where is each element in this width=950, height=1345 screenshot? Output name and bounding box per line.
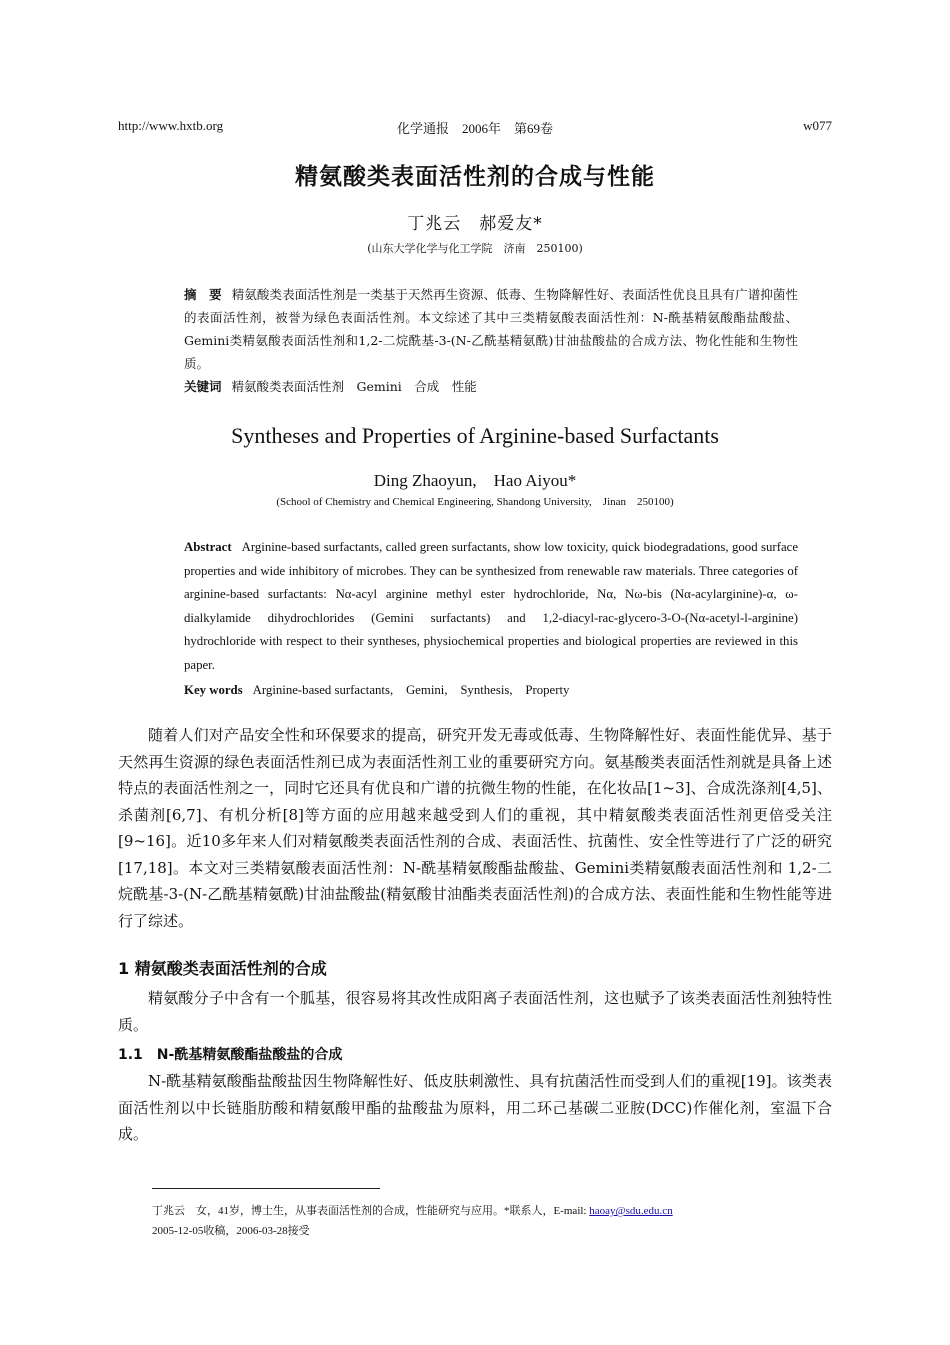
section-1-heading: 1 精氨酸类表面活性剂的合成 <box>118 959 327 978</box>
keywords-text-cn: 精氨酸类表面活性剂 Gemini 合成 性能 <box>231 379 477 394</box>
abstract-english <box>152 536 798 677</box>
abstract-text-en: Arginine-based surfactants, called green surfactants, show low toxicity, quick biodegradations, good surface properties and wide inhibitory of microbes. They can be synthesized from renewable raw materials. Three categories of arginine-based surfactants: Nα-acyl arginine methyl ester hydrochloride, Nα, Nω-bis (Nα-acylarginine)-α, ω-dialkylamide dihydrochlorides (Gemini surfactants) and 1,2-diacyl-rac-glycero-3-O-(Nα-acetyl-l-arginine) hydrochloride with respect to their syntheses, physiochemical properties and biological properties are reviewed in this paper. <box>184 540 798 672</box>
page-id: w077 <box>803 118 832 133</box>
email-link[interactable]: haoay@sdu.edu.cn <box>589 1205 673 1217</box>
affiliation-chinese: (山东大学化学与化工学院 济南 250100) <box>367 242 583 255</box>
footnote-dates: 2005-12-05收稿，2006-03-28接受 <box>152 1225 310 1237</box>
section-1-paragraph: 精氨酸分子中含有一个胍基，很容易将其改性成阳离子表面活性剂，这也赋予了该类表面活性剂独特性质。 <box>118 989 832 1034</box>
footnote-rule <box>152 1188 380 1189</box>
keywords-text-en: Arginine-based surfactants, Gemini, Synthesis, Property <box>252 683 570 697</box>
abstract-label-cn: 摘 要 <box>184 287 222 302</box>
section-1-1-paragraph: N-酰基精氨酸酯盐酸盐因生物降解性好、低皮肤刺激性、具有抗菌活性而受到人们的重视[19]。该类表面活性剂以中长链脂肪酸和精氨酸甲酯的盐酸盐为原料，用二环己基碳二亚胺(DCC)作催化剂，室温下合成。 <box>118 1072 832 1143</box>
footnote-author-text: 丁兆云 女，41岁，博士生，从事表面活性剂的合成，性能研究与应用。*联系人，E-mail: <box>152 1205 587 1217</box>
keywords-chinese <box>184 377 477 395</box>
section-1-1-heading: 1.1 N-酰基精氨酸酯盐酸盐的合成 <box>118 1047 343 1063</box>
journal-issue: 化学通报 2006年 第69卷 <box>396 121 553 136</box>
title-chinese: 精氨酸类表面活性剂的合成与性能 <box>295 164 655 190</box>
keywords-english <box>184 679 569 698</box>
keywords-label-cn: 关键词 <box>184 379 222 394</box>
abstract-label-en: Abstract <box>184 540 232 554</box>
title-english: Syntheses and Properties of Arginine-based Surfactants <box>231 423 719 448</box>
affiliation-english: (School of Chemistry and Chemical Engineering, Shandong University, Jinan 250100) <box>276 496 674 508</box>
authors-english: Ding Zhaoyun, Hao Aiyou* <box>373 471 577 490</box>
keywords-label-en: Key words <box>184 683 243 697</box>
intro-paragraph: 随着人们对产品安全性和环保要求的提高，研究开发无毒或低毒、生物降解性好、表面性能优异、基于天然再生资源的绿色表面活性剂已成为表面活性剂工业的重要研究方向。氨基酸类表面活性剂就是具备上述特点的表面活性剂之一，同时它还具有优良和广谱的抗微生物的性能，在化妆品[1~3]、合成洗涤剂[4,5]、杀菌剂[6,7]、有机分析[8]等方面的应用越来越受到人们的重视，其中精氨酸类表面活性剂更倍受关注[9~16]。近10多年来人们对精氨酸类表面活性剂的合成、表面活性、抗菌性、安全性等进行了广泛的研究[17,18]。本文对三类精氨酸表面活性剂：N-酰基精氨酸酯盐酸盐、Gemini类精氨酸表面活性剂和 1,2-二烷酰基-3-(N-乙酰基精氨酰)甘油盐酸盐(精氨酸甘油酯类表面活性剂)的合成方法、表面性能和生物性能等进行了综述。 <box>118 726 832 930</box>
journal-url[interactable]: http://www.hxtb.org <box>118 118 224 133</box>
footnote-author-info <box>152 1202 673 1218</box>
authors-chinese: 丁兆云 郝爱友* <box>407 214 543 234</box>
running-header <box>118 118 832 136</box>
abstract-text-cn: 精氨酸类表面活性剂是一类基于天然再生资源、低毒、生物降解性好、表面活性优良且具有广谱抑菌性的表面活性剂，被誉为绿色表面活性剂。本文综述了其中三类精氨酸表面活性剂：N-酰基精氨酸酯盐酸盐、Gemini类精氨酸表面活性剂和1,2-二烷酰基-3-(N-乙酰基精氨酰)甘油盐酸盐的合成方法、物化性能和生物性质。 <box>184 287 798 371</box>
abstract-chinese <box>152 283 798 375</box>
